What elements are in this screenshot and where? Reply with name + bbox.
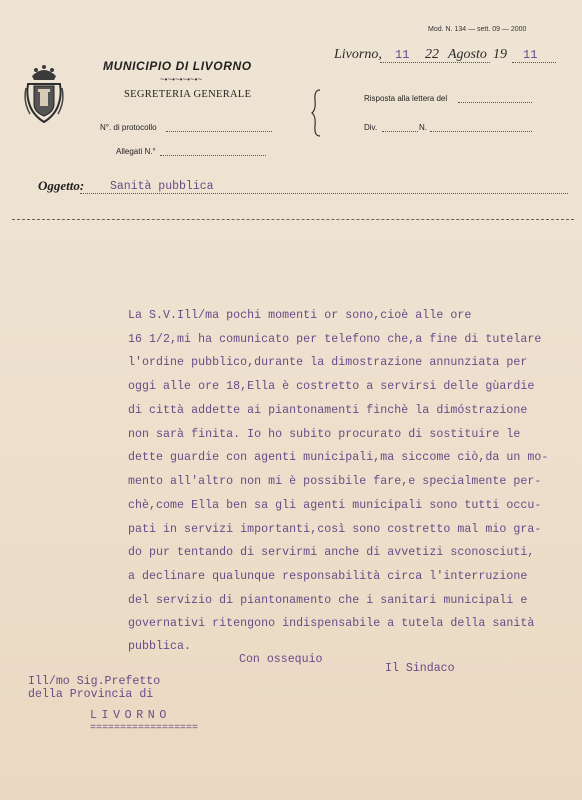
body-line: del servizio di piantonamento che i sanitari municipali e: [128, 594, 528, 607]
body-line: oggi alle ore 18,Ella è costretto a servirsi delle gùardie: [128, 380, 535, 393]
addressee-underline: ==================: [90, 723, 199, 734]
body-line: pati in servizi importanti,così sono costretto mal mio gra-: [128, 523, 542, 536]
subject-field-line: [80, 193, 568, 194]
body-line: La S.V.Ill/ma pochi momenti or sono,cioè alle ore: [128, 309, 472, 322]
body-line: a declinare qualunque responsabilità circa l'interruzione: [128, 570, 528, 583]
allegati-field-line: [160, 155, 266, 156]
coat-of-arms-icon: [24, 62, 64, 126]
div-label: Div.: [364, 123, 378, 132]
municipio-heading: MUNICIPIO DI LIVORNO: [103, 59, 252, 73]
body-line: dette guardie con agenti municipali,ma siccome ciò,da un mo-: [128, 451, 549, 464]
protocollo-field-line: [166, 131, 272, 132]
body-line: governativi ritengono indispensabile a tutela della sanità: [128, 617, 535, 630]
closing-formula: Con ossequio: [239, 653, 323, 666]
addressee-line: della Provincia di: [28, 688, 154, 701]
segreteria-heading: SEGRETERIA GENERALE: [124, 89, 252, 100]
body-line: 16 1/2,mi ha comunicato per telefono che,a fine di tutelare: [128, 333, 542, 346]
date-place: Livorno,: [334, 47, 382, 62]
date-day: 22: [425, 47, 439, 62]
form-code: Mod. N. 134 — sett. 09 — 2000: [428, 26, 527, 33]
allegati-label: Allegati N.°: [116, 147, 156, 156]
body-line: l'ordine pubblico,durante la dimostrazione annunziata per: [128, 356, 528, 369]
body-line: pubblica.: [128, 640, 192, 653]
body-line: di città addette ai piantonamenti finchè la dimóstrazione: [128, 404, 528, 417]
body-line: do pur tentando di servirmi anche di avvetizi sconosciuti,: [128, 546, 535, 559]
body-line: mento all'altro non mi è possibile fare,e specialmente per-: [128, 475, 542, 488]
date-day-typed: 11: [395, 48, 410, 62]
risposta-label: Risposta alla lettera del: [364, 94, 448, 103]
addressee-line: Ill/mo Sig.Prefetto: [28, 675, 161, 688]
n-field-line: [430, 131, 532, 132]
signature-line: Il Sindaco: [385, 662, 455, 675]
subject-label: Oggetto:: [38, 178, 85, 193]
risposta-field-line: [458, 102, 532, 103]
div-field-line: [382, 131, 418, 132]
brace-divider: [310, 88, 324, 138]
body-line: non sarà finita. Io ho subito procurato di sostituire le: [128, 428, 521, 441]
date-year-prefix: 19: [493, 47, 507, 62]
n-label: N.: [419, 123, 427, 132]
date-month: Agosto: [448, 47, 487, 62]
ornament-rule: ~•~•~•~•~•~: [160, 75, 203, 84]
body-line: chè,come Ella ben sa gli agenti municipali sono tutti occu-: [128, 499, 542, 512]
addressee-city: LIVORNO: [90, 709, 171, 722]
protocollo-label: N°. di protocollo: [100, 123, 157, 132]
date-year-line: [512, 62, 556, 63]
subject-value: Sanità pubblica: [110, 180, 214, 193]
date-year-suffix: 11: [523, 48, 538, 62]
header-divider: [12, 219, 574, 220]
